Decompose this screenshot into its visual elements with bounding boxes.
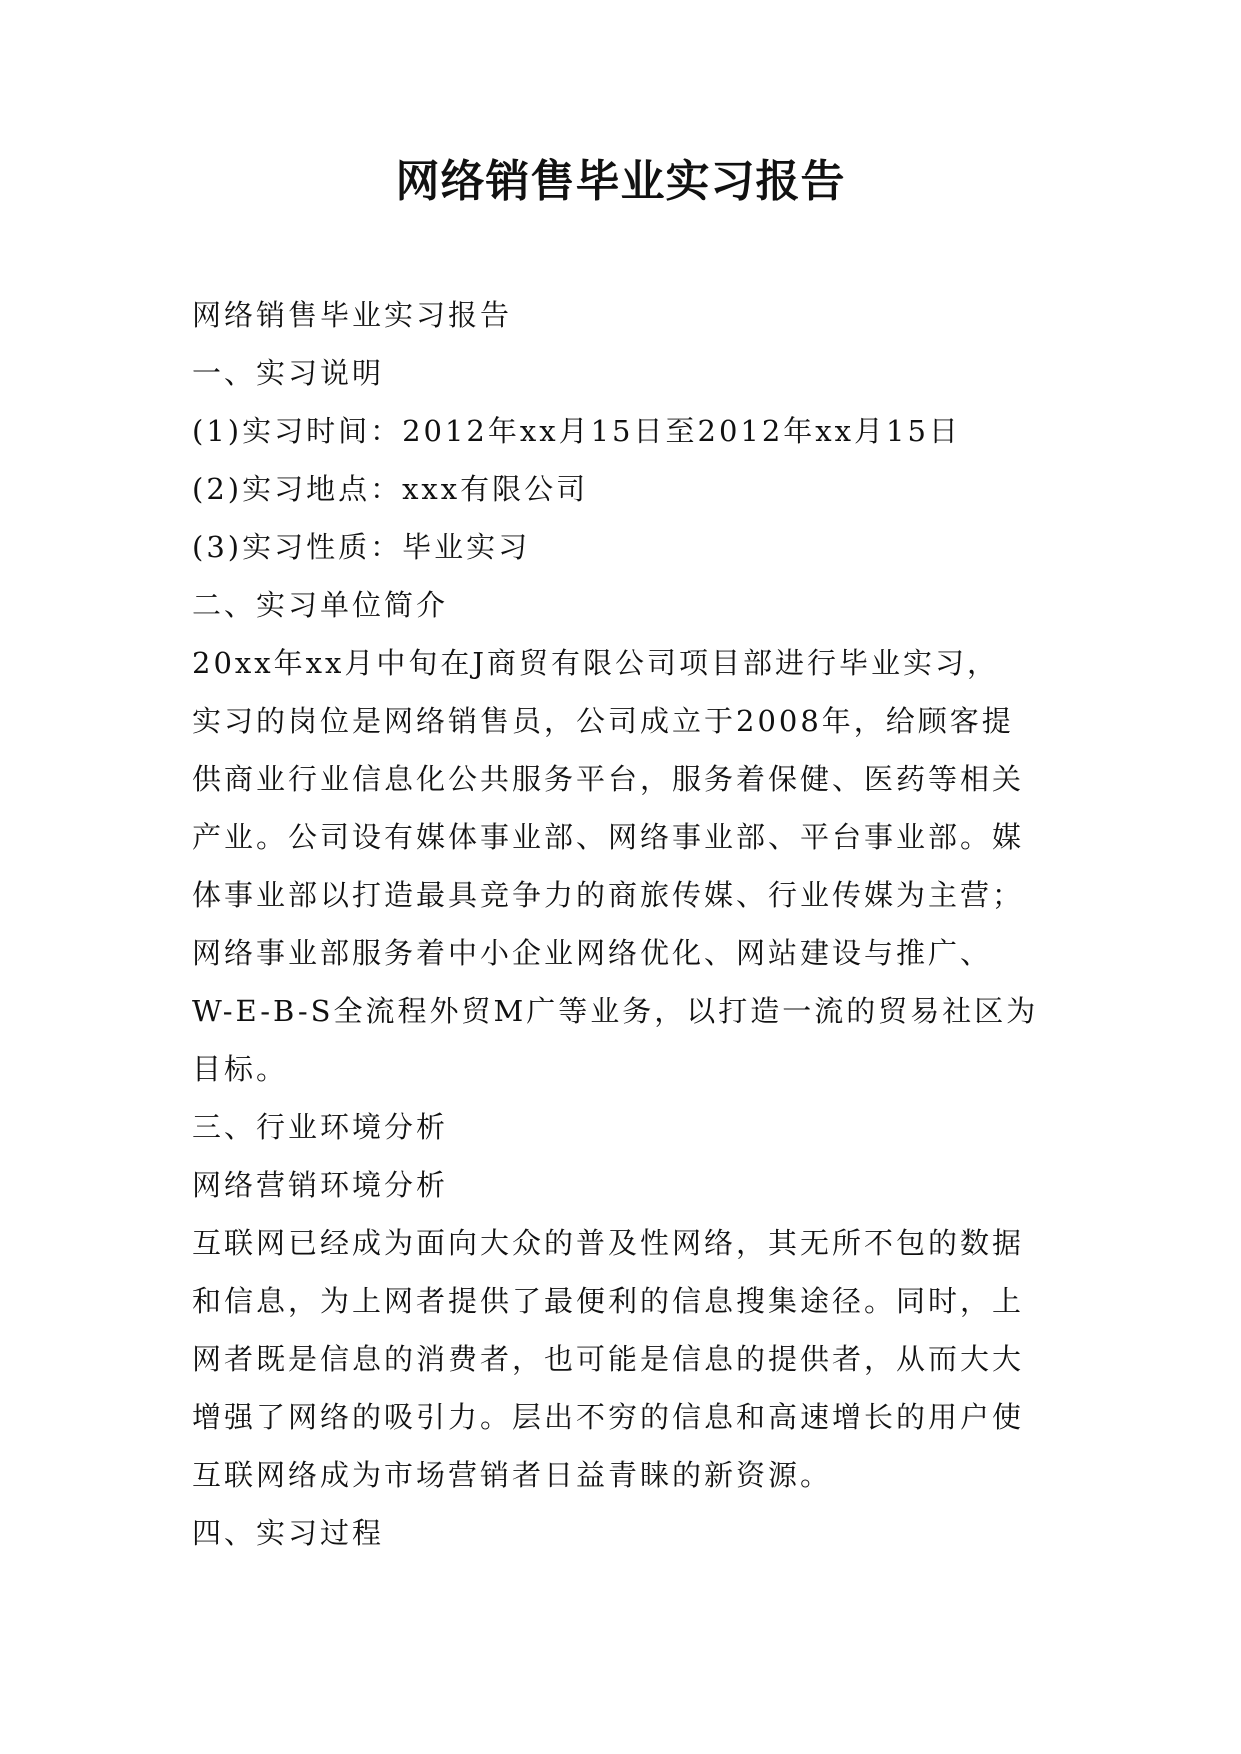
- paragraph-line: 体事业部以打造最具竞争力的商旅传媒、行业传媒为主营；: [192, 878, 1025, 912]
- section-heading-4: 四、实习过程: [192, 1516, 385, 1550]
- paragraph-line: 增强了网络的吸引力。层出不穷的信息和高速增长的用户使: [192, 1400, 1025, 1434]
- section-heading-1: 一、实习说明: [192, 356, 385, 390]
- paragraph-line: 互联网络成为市场营销者日益青睐的新资源。: [192, 1458, 833, 1492]
- internship-time-line: (1)实习时间：2012年xx月15日至2012年xx月15日: [192, 414, 961, 448]
- paragraph-line: 互联网已经成为面向大众的普及性网络，其无所不包的数据: [192, 1226, 1025, 1260]
- internship-nature-line: (3)实习性质：毕业实习: [192, 530, 531, 564]
- internship-location-line: (2)实习地点：xxx有限公司: [192, 472, 589, 506]
- paragraph-line: 实习的岗位是网络销售员，公司成立于2008年，给顾客提: [192, 704, 1014, 738]
- paragraph-line: 供商业行业信息化公共服务平台，服务着保健、医药等相关: [192, 762, 1025, 796]
- paragraph-line: 目标。: [192, 1052, 289, 1086]
- paragraph-line: 网者既是信息的消费者，也可能是信息的提供者，从而大大: [192, 1342, 1025, 1376]
- paragraph-line: 20xx年xx月中旬在J商贸有限公司项目部进行毕业实习，: [192, 646, 999, 680]
- document-title: 网络销售毕业实习报告: [395, 156, 846, 207]
- subsection-heading: 网络营销环境分析: [192, 1168, 449, 1202]
- section-heading-3: 三、行业环境分析: [192, 1110, 449, 1144]
- paragraph-line: 和信息，为上网者提供了最便利的信息搜集途径。同时，上: [192, 1284, 1025, 1318]
- subtitle-line: 网络销售毕业实习报告: [192, 298, 513, 332]
- document-body: [192, 286, 1052, 1562]
- paragraph-line: 网络事业部服务着中小企业网络优化、网站建设与推广、: [192, 936, 993, 970]
- paragraph-line: 产业。公司设有媒体事业部、网络事业部、平台事业部。媒: [192, 820, 1025, 854]
- paragraph-line: W-E-B-S全流程外贸M广等业务，以打造一流的贸易社区为: [192, 994, 1039, 1028]
- section-heading-2: 二、实习单位简介: [192, 588, 449, 622]
